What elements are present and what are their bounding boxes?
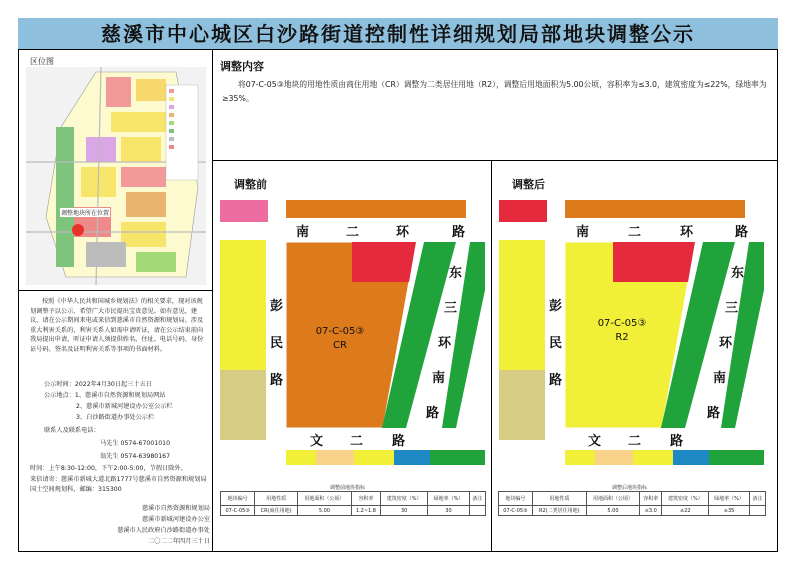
after-road-wen2-2: 二 bbox=[628, 434, 642, 449]
table-cell: ≥35 bbox=[709, 506, 750, 516]
after-road-east3-4: 南 bbox=[713, 371, 727, 386]
table-cell: CR(商住用地) bbox=[255, 506, 298, 516]
table-header: 建筑密度（%） bbox=[662, 492, 709, 506]
adjust-text: 将07-C-05③地块的用地性质由商住用地（CR）调整为二类居住用地（R2），调整后用地面积为5.00公顷，容积率为≤3.0，建筑密度为≤22%，绿地率为≥35%。 bbox=[222, 80, 767, 103]
notice-place-3: 3、白沙路街道办事处公示栏 bbox=[76, 414, 155, 421]
before-road-east3-5: 路 bbox=[426, 406, 440, 421]
after-table bbox=[498, 491, 766, 516]
after-road-east3-2: 三 bbox=[725, 301, 739, 316]
notice-place-1: 公示地点：1、慈溪市自然资源和规划局网站 bbox=[44, 392, 166, 399]
after-road-east3-3: 环 bbox=[719, 336, 733, 351]
table-header: 容积率 bbox=[351, 492, 380, 506]
table-header: 容积率 bbox=[640, 492, 662, 506]
before-after-divider bbox=[491, 160, 492, 552]
table-header: 备注 bbox=[469, 492, 485, 506]
after-road-south2-3: 环 bbox=[680, 225, 694, 240]
before-road-south2-1: 南 bbox=[296, 225, 310, 240]
contact-1: 马先生 0574-67001010 bbox=[100, 440, 171, 447]
left-column-divider bbox=[212, 50, 213, 552]
table-header: 用地性质 bbox=[255, 492, 298, 506]
after-road-south2-1: 南 bbox=[576, 225, 590, 240]
adjust-divider bbox=[212, 160, 778, 161]
before-road-east3-4: 南 bbox=[432, 371, 446, 386]
notice-body: 按照《中华人民共和国城乡规划法》的相关要求，现对该规划调整予以公示，希望广大市民提出宝贵意见。如有意见、建议，请在公示期间来电或来信到慈溪市自然资源和规划局。涉及重大利害关系的，利害关系人如需申请听证，请在公示结束前向我局提出申请，听证申请人须提供姓名、住址、电话号码、身份证号码、签名及证明利害关系等事项的书面材料。 bbox=[30, 298, 204, 353]
table-header: 用地面积（公顷） bbox=[586, 492, 639, 506]
table-cell: R2(二类居住用地) bbox=[532, 506, 586, 516]
before-table-caption: 调整前地块指标 bbox=[330, 485, 366, 491]
table-cell bbox=[469, 506, 485, 516]
before-road-pengmin-3: 路 bbox=[270, 373, 284, 388]
notice-date: 二〇二二年四月三十日 bbox=[148, 538, 210, 545]
table-header: 用地面积（公顷） bbox=[297, 492, 351, 506]
after-plot-id: 07-C-05③ bbox=[597, 318, 647, 329]
before-heading: 调整前 bbox=[234, 178, 267, 191]
notice-period: 公示时间：2022年4月30日起三十五日 bbox=[44, 381, 152, 388]
after-road-pengmin-2: 民 bbox=[549, 336, 563, 351]
after-road-east3-5: 路 bbox=[707, 406, 721, 421]
before-road-wen2-1: 文 bbox=[310, 434, 324, 449]
contact-label: 联系人及联系电话： bbox=[44, 427, 100, 434]
table-header: 建筑密度（%） bbox=[380, 492, 427, 506]
page-title: 慈溪市中心城区白沙路街道控制性详细规划局部地块调整公示 bbox=[18, 18, 778, 50]
location-map-label: 区位图 bbox=[30, 57, 54, 66]
table-header: 绿地率（%） bbox=[709, 492, 750, 506]
before-plot-id: 07-C-05③ bbox=[315, 326, 365, 337]
table-cell: 30 bbox=[428, 506, 469, 516]
org-2: 慈溪市新城河建设办公室 bbox=[141, 516, 210, 523]
after-plot-use: R2 bbox=[615, 332, 629, 343]
table-cell: ≤3.0 bbox=[640, 506, 662, 516]
table-header: 用地性质 bbox=[532, 492, 586, 506]
table-header: 地块编号 bbox=[499, 492, 533, 506]
before-road-pengmin-2: 民 bbox=[270, 336, 284, 351]
before-road-south2-3: 环 bbox=[396, 225, 410, 240]
table-header: 绿地率（%） bbox=[428, 492, 469, 506]
before-plot-use: CR bbox=[333, 340, 347, 351]
contact-2: 翁先生 0574-63980167 bbox=[100, 453, 171, 460]
table-cell: 1.2~1.8 bbox=[351, 506, 380, 516]
before-road-south2-4: 路 bbox=[452, 225, 466, 240]
after-road-wen2-1: 文 bbox=[588, 434, 602, 449]
site-marker-icon bbox=[72, 224, 84, 236]
before-road-south2-2: 二 bbox=[346, 225, 360, 240]
after-road-pengmin-1: 彭 bbox=[549, 299, 563, 314]
table-header: 备注 bbox=[749, 492, 765, 506]
before-road-wen2-2: 二 bbox=[350, 434, 364, 449]
after-heading: 调整后 bbox=[512, 178, 545, 191]
adjust-heading: 调整内容 bbox=[220, 60, 264, 73]
org-3: 慈溪市人民政府白沙路街道办事处 bbox=[117, 527, 210, 534]
before-road-wen2-3: 路 bbox=[392, 434, 406, 449]
before-road-pengmin-1: 彭 bbox=[270, 299, 284, 314]
after-road-south2-4: 路 bbox=[735, 225, 749, 240]
table-header: 地块编号 bbox=[221, 492, 255, 506]
before-road-east3-2: 三 bbox=[444, 301, 458, 316]
table-cell: 07-C-05③ bbox=[221, 506, 255, 516]
after-road-wen2-3: 路 bbox=[670, 434, 684, 449]
location-map bbox=[26, 67, 206, 285]
before-table bbox=[220, 491, 486, 516]
table-cell bbox=[749, 506, 765, 516]
table-cell: 07-C-05③ bbox=[499, 506, 533, 516]
after-road-south2-2: 二 bbox=[628, 225, 642, 240]
notice-place-2: 2、慈溪市新城河建设办公室公示栏 bbox=[76, 403, 173, 410]
org-1: 慈溪市自然资源和规划局 bbox=[141, 505, 210, 512]
before-road-east3-1: 东 bbox=[449, 266, 463, 281]
marker-label: 调整地块所在位置 bbox=[61, 210, 110, 217]
office-hours: 时间：上午8:30-12:00，下午2:00-5:00，节假日除外。 bbox=[30, 465, 187, 472]
before-road-east3-3: 环 bbox=[438, 336, 452, 351]
table-cell: ≤22 bbox=[662, 506, 709, 516]
after-road-east3-1: 东 bbox=[731, 266, 745, 281]
table-cell: 30 bbox=[380, 506, 427, 516]
table-cell: 5.00 bbox=[586, 506, 639, 516]
mail-address: 来信请寄：慈溪市新城大道北路1777号慈溪市自然资源和规划局国土空间规划科，邮编：315300 bbox=[30, 476, 207, 493]
after-table-caption: 调整后地块指标 bbox=[612, 485, 648, 491]
after-road-pengmin-3: 路 bbox=[549, 373, 563, 388]
location-map-divider bbox=[18, 290, 213, 291]
table-cell: 5.00 bbox=[297, 506, 351, 516]
